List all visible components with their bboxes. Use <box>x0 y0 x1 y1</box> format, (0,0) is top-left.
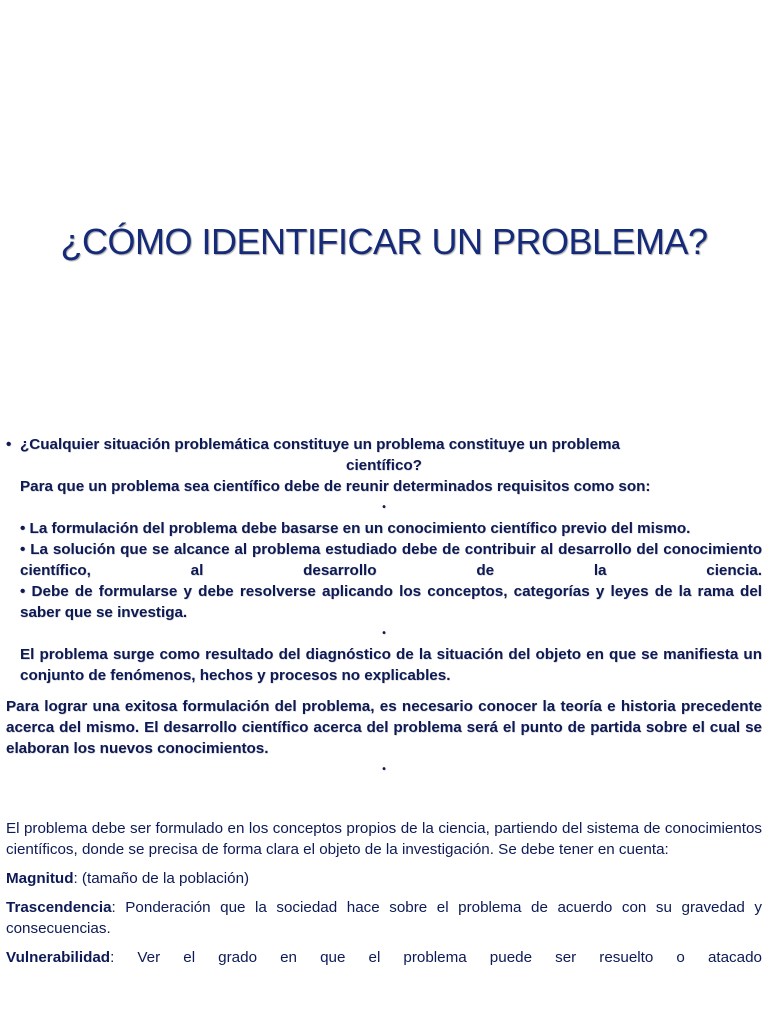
criteria-text: : (tamaño de la población) <box>73 870 250 887</box>
formulation-block <box>6 696 762 780</box>
criteria-text: : Ponderación que la sociedad hace sobre el problema de acuerdo con su gravedad y consecuencias. <box>6 899 762 937</box>
criteria-label: Vulnerabilidad <box>6 949 111 966</box>
criteria-block <box>6 818 762 968</box>
requirement-item: • Debe de formularse y debe resolverse aplicando los conceptos, categorías y leyes de la rama del saber que se investiga. <box>20 583 762 621</box>
question-line-1: ¿Cualquier situación problemática constituye un problema constituye un problema <box>20 436 621 453</box>
criteria-label: Magnitud <box>6 870 74 887</box>
separator-dot: • <box>382 502 386 513</box>
question-line-2: científico? <box>346 457 422 474</box>
requirement-item: • La solución que se alcance al problema estudiado debe de contribuir al desarrollo del conocimiento científico, al desarrollo de la ciencia. <box>20 541 762 579</box>
requirements-intro: Para que un problema sea científico debe de reunir determinados requisitos como son: <box>20 478 651 495</box>
criteria-item-vulnerabilidad <box>6 947 762 968</box>
slide-content <box>6 434 762 968</box>
criteria-label: Trascendencia <box>6 899 112 916</box>
criteria-intro: El problema debe ser formulado en los conceptos propios de la ciencia, partiendo del sistema de conocimientos científicos, donde se precisa de forma clara el objeto de la investigación. Se debe tener en cuenta: <box>6 820 762 858</box>
formulation-paragraph: Para lograr una exitosa formulación del problema, es necesario conocer la teoría e historia precedente acerca del mismo. El desarrollo científico acerca del problema será el punto de partida sobre el cual se elaboran los nuevos conocimientos. <box>6 698 762 757</box>
question-block <box>6 434 762 686</box>
criteria-text: : Ver el grado en que el problema puede ser resuelto o atacado <box>110 949 762 966</box>
diagnosis-paragraph: El problema surge como resultado del diagnóstico de la situación del objeto en que se manifiesta un conjunto de fenómenos, hechos y procesos no explicables. <box>20 646 762 684</box>
bullet-icon: • <box>6 436 12 453</box>
criteria-item-magnitud <box>6 868 762 889</box>
separator-dot: • <box>382 764 386 775</box>
separator-dot: • <box>382 628 386 639</box>
page-title: ¿CÓMO IDENTIFICAR UN PROBLEMA? <box>60 221 708 262</box>
criteria-item-trascendencia <box>6 897 762 939</box>
requirement-item: • La formulación del problema debe basarse en un conocimiento científico previo del mismo. <box>20 520 691 537</box>
